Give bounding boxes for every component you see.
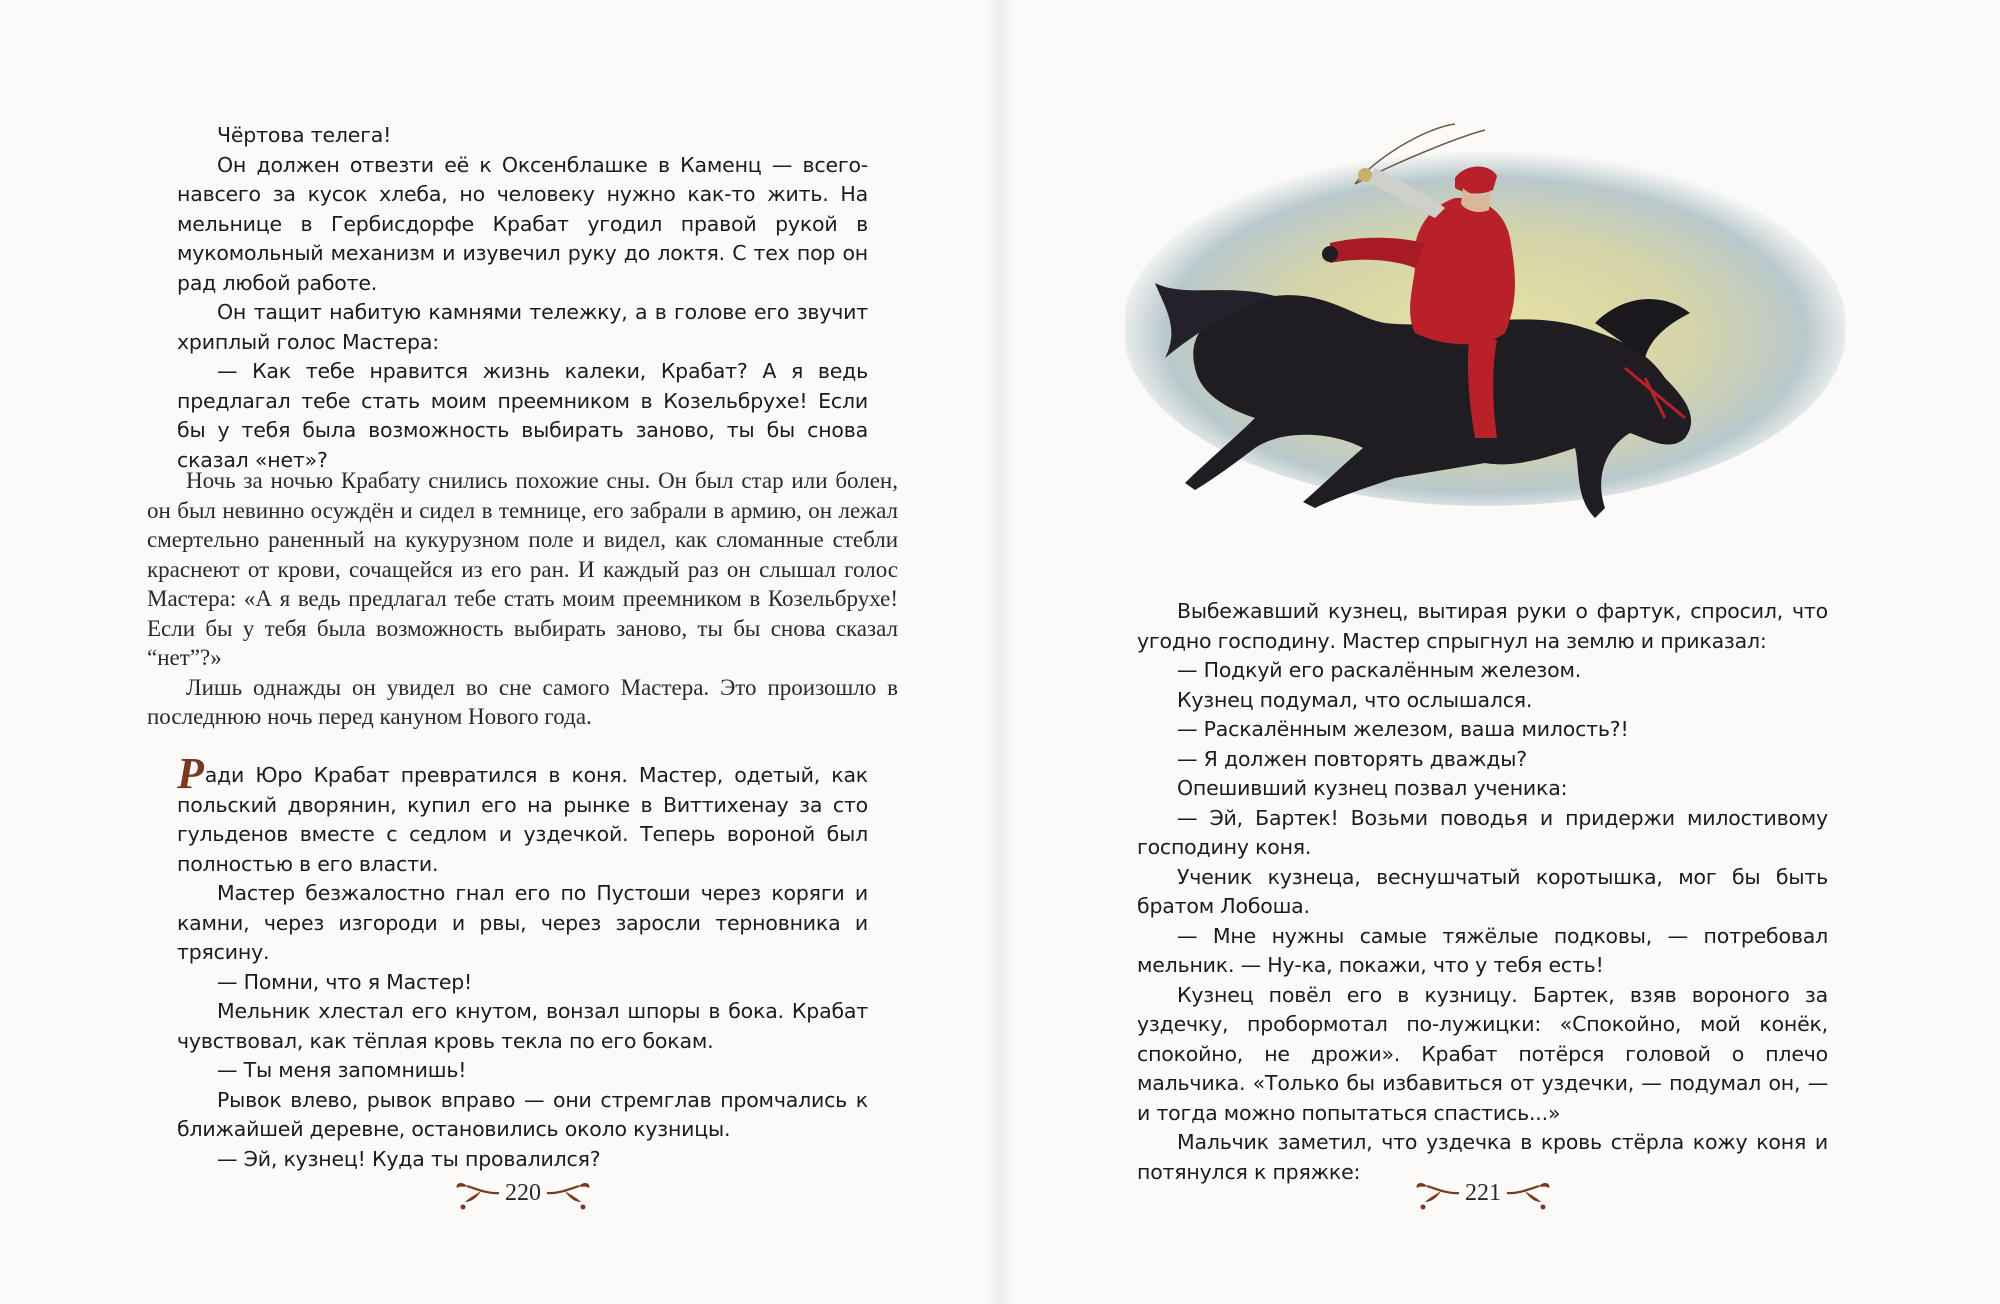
paragraph: Опешивший кузнец позвал ученика: bbox=[1177, 776, 1568, 800]
paragraph: — Мне нужны самые тяжёлые подковы, — потребовал мельник. — Ну-ка, покажи, что у тебя есть! bbox=[1137, 923, 1828, 977]
paragraph: — Помни, что я Мастер! bbox=[217, 969, 473, 994]
flourish-right-icon bbox=[545, 1173, 593, 1213]
page-number-left bbox=[453, 1168, 593, 1218]
right-page bbox=[1000, 0, 2000, 1304]
left-top-text bbox=[177, 121, 868, 475]
paragraph: Кузнец подумал, что ослышался. bbox=[1177, 687, 1533, 712]
right-text bbox=[1137, 597, 1828, 1187]
drop-cap: Р bbox=[177, 749, 204, 798]
paragraph: Кузнец повёл его в кузницу. Бартек, взяв вороного за уздечку, пробормотал по-лужицки: «Спокойно, мой конёк, спокойно, не дрожи». Крабат потёрся головой о плечо мальчика. «Только бы избавиться от уздечки, — подумал он, — и тогда можно попытаться спастись...» bbox=[1137, 982, 1828, 1125]
paragraph: Мальчик заметил, что уздечка в кровь стёрла кожу коня и потянулся к пряжке: bbox=[1137, 1130, 1828, 1184]
left-bottom-text bbox=[177, 749, 868, 1174]
page-number-right bbox=[1413, 1168, 1553, 1218]
paragraph: — Как тебе нравится жизнь калеки, Крабат? А я ведь предлагал тебе стать моим преемником в Козельбрухе! Если бы у тебя была возможность выбирать заново, ты бы снова сказал «нет»? bbox=[177, 359, 868, 472]
dropcap-paragraph bbox=[177, 749, 868, 879]
paragraph: — Эй, кузнец! Куда ты провалился? bbox=[217, 1146, 601, 1171]
paragraph: Чёртова телега! bbox=[217, 123, 392, 147]
paragraph: Мастер безжалостно гнал его по Пустоши через коряги и камни, через изгороди и рвы, через заросли терновника и трясину. bbox=[177, 881, 868, 964]
flourish-right-icon bbox=[1505, 1173, 1553, 1213]
flourish-left-icon bbox=[453, 1173, 501, 1213]
flourish-left-icon bbox=[1413, 1173, 1461, 1213]
paragraph: Ночь за ночью Крабату снились похожие сны. Он был стар или болен, он был невинно осуждён и сидел в темнице, его забрали в армию, он лежал смертельно раненный на кукурузном поле и видел, как сломанные стебли краснеют от крови, сочащейся из его ран. И каждый раз он слышал голос Мастера: «А я ведь предлагал тебе стать моим преемником в Козельбрухе! Если бы у тебя была возможность выбирать заново, ты бы снова сказал “нет”?» bbox=[147, 468, 898, 670]
paragraph: Лишь однажды он увидел во сне самого Мастера. Это произошло в последнюю ночь перед кануном Нового года. bbox=[147, 674, 898, 729]
paragraph: — Ты меня запомнишь! bbox=[217, 1058, 467, 1082]
paragraph: — Раскалённым железом, ваша милость?! bbox=[1177, 717, 1629, 741]
paragraph: — Я должен повторять дважды? bbox=[1177, 746, 1527, 771]
paragraph: Он должен отвезти её к Оксенблашке в Каменц — всего-навсего за кусок хлеба, но человеку нужно как-то жить. На мельнице в Гербисдорфе Крабат угодил правой рукой в мукомольный механизм и изувечил руку до локтя. С тех пор он рад любой работе. bbox=[177, 152, 868, 295]
paragraph: Он тащит набитую камнями тележку, а в голове его звучит хриплый голос Мастера: bbox=[177, 300, 868, 354]
paragraph: Выбежавший кузнец, вытирая руки о фартук, спросил, что угодно господину. Мастер спрыгнул на землю и приказал: bbox=[1137, 599, 1828, 653]
paragraph: — Эй, Бартек! Возьми поводья и придержи милостивому господину коня. bbox=[1137, 805, 1828, 859]
left-serif-text bbox=[147, 466, 898, 732]
dropcap-paragraph-text: ади Юро Крабат превратился в коня. Мастер, одетый, как польский дворянин, купил его на рынке в Виттихенау за сто гульденов вместе с седлом и уздечкой. Теперь вороной был полностью в его власти. bbox=[177, 763, 868, 876]
page-number: 221 bbox=[1465, 1179, 1501, 1206]
paragraph: — Подкуй его раскалённым железом. bbox=[1177, 658, 1582, 682]
paragraph: Рывок влево, рывок вправо — они стремглав промчались к ближайшей деревне, остановились около кузницы. bbox=[177, 1087, 868, 1141]
paragraph: Мельник хлестал его кнутом, вонзал шпоры в бока. Крабат чувствовал, как тёплая кровь текла по его бокам. bbox=[177, 999, 868, 1053]
page-number: 220 bbox=[505, 1179, 541, 1206]
paragraph: Ученик кузнеца, веснушчатый коротышка, мог бы быть братом Лобоша. bbox=[1137, 864, 1828, 918]
